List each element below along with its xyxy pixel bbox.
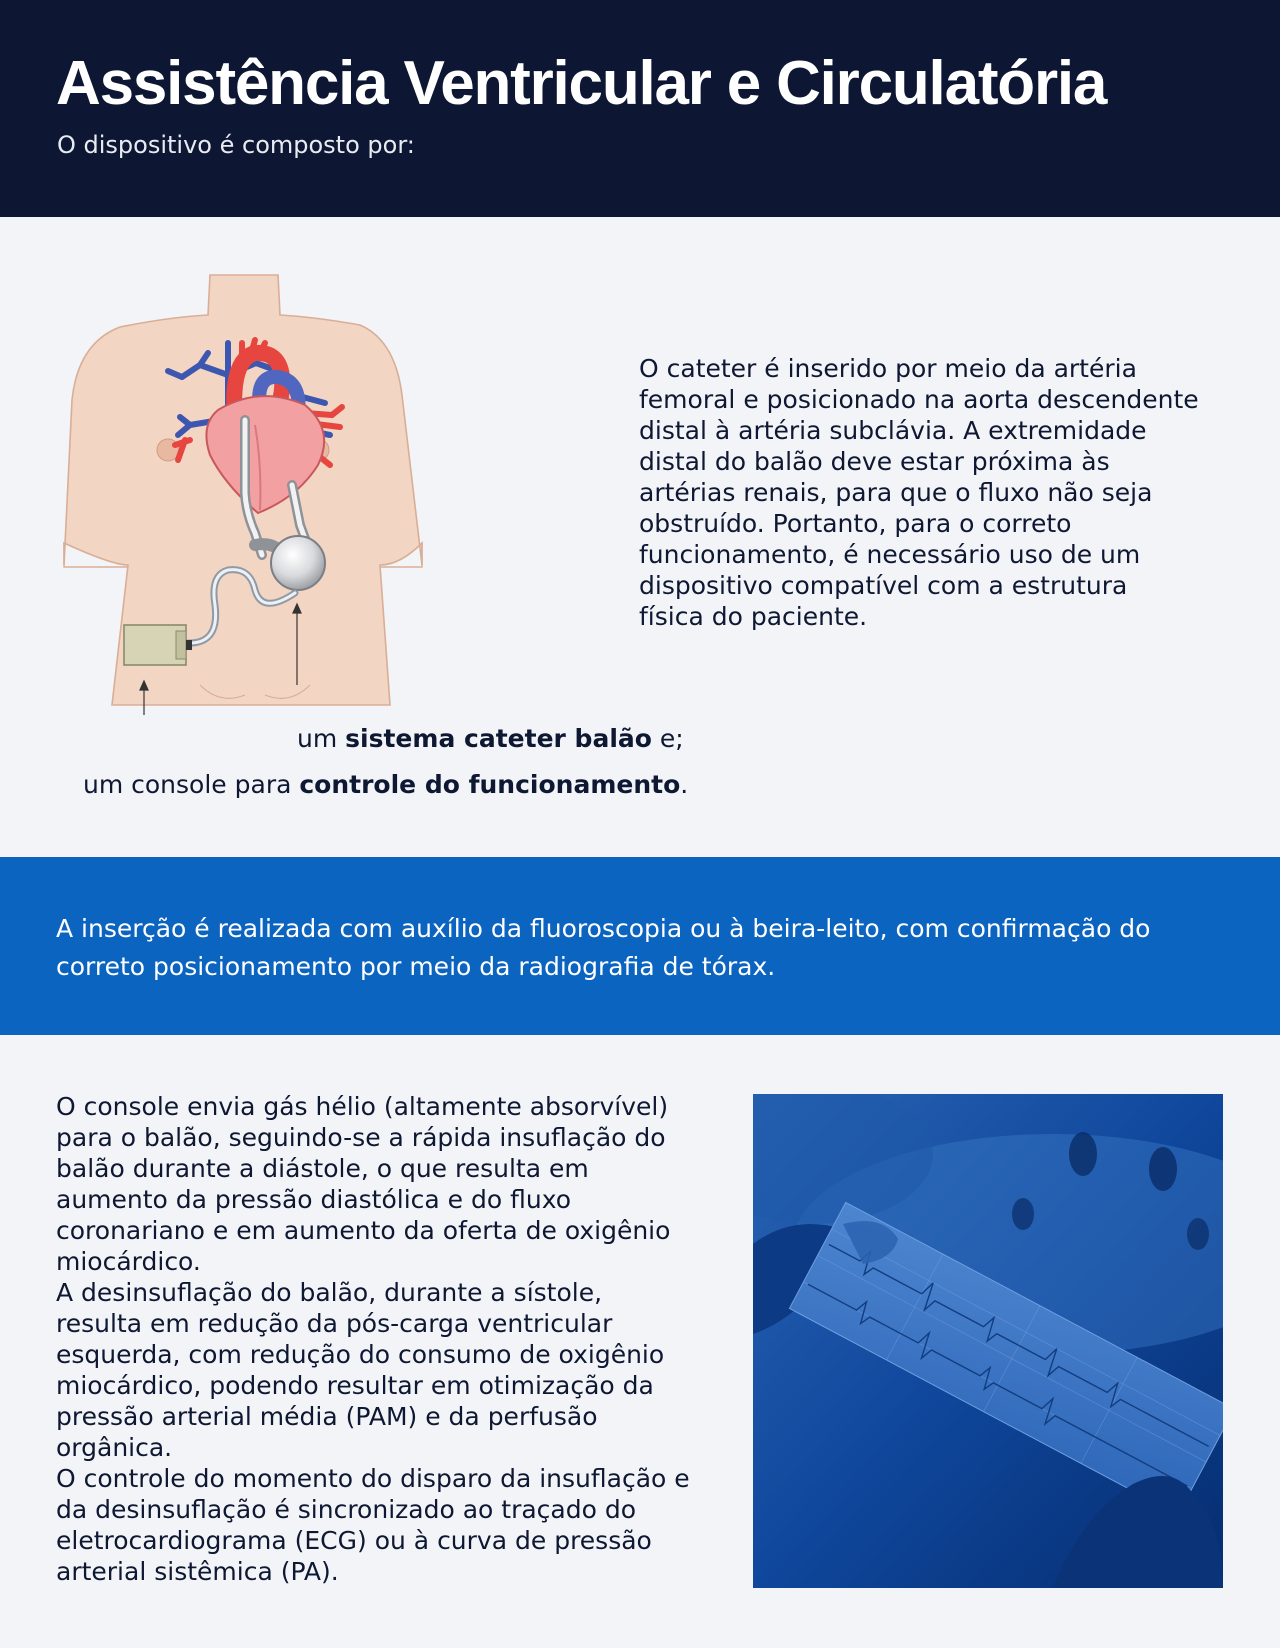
catheter-description: O cateter é inserido por meio da artéria femoral e posicionado na aorta descendente distal à artéria subclávia. A extremidade distal do balão deve estar próxima às artérias renais, para que o fluxo não seja obstruído. Portanto, para o correto funcionamento, é necessário uso de um dispositivo compatível com a estrutura física do paciente.	[639, 354, 1199, 631]
ecg-strip-photo	[753, 1094, 1223, 1588]
mechanism-text	[56, 1091, 696, 1587]
page-subtitle: O dispositivo é composto por:	[57, 131, 415, 159]
insertion-note: A inserção é realizada com auxílio da fluoroscopia ou à beira-leito, com confirmação do correto posicionamento por meio da radiografia de tórax.	[56, 914, 1151, 981]
mechanism-paragraph-1: O console envia gás hélio (altamente absorvível) para o balão, seguindo-se a rápida insuflação do balão durante a diástole, o que resulta em aumento da pressão diastólica e do fluxo coronariano e em aumento da oferta de oxigênio miocárdico.	[56, 1092, 671, 1276]
console-caption: um console para controle do funcionamento.	[83, 770, 689, 799]
page-title: Assistência Ventricular e Circulatória	[56, 49, 1107, 118]
insertion-band	[0, 857, 1280, 1035]
header	[0, 0, 1280, 217]
console-box	[124, 625, 192, 665]
mechanism-paragraph-2: A desinsuflação do balão, durante a sístole, resulta em redução da pós-carga ventricular esquerda, com redução do consumo de oxigênio miocárdico, podendo resultar em otimização da pressão arterial média (PAM) e da perfusão orgânica.	[56, 1278, 665, 1462]
balloon-system-caption: um sistema cateter balão e;	[297, 724, 684, 753]
mechanism-paragraph-3: O controle do momento do disparo da insuflação e da desinsuflação é sincronizado ao traçado do eletrocardiograma (ECG) ou à curva de pressão arterial sistêmica (PA).	[56, 1464, 690, 1586]
balloon	[271, 536, 325, 590]
iabp-illustration	[50, 265, 450, 715]
